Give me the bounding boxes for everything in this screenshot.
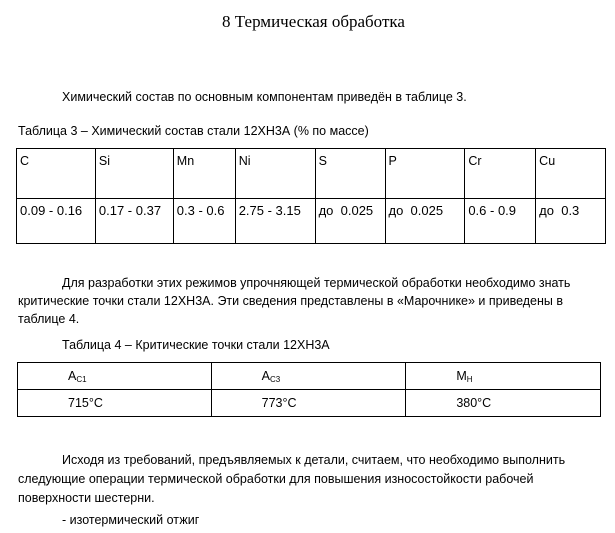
table4-caption: Таблица 4 – Критические точки стали 12ХН3А [62, 338, 330, 352]
table3-value-cell: до 0.025 [315, 199, 385, 244]
table4-value-cell: 715°C [18, 390, 212, 417]
table4-header-row [18, 363, 601, 390]
table3-value-cell: 0.3 - 0.6 [173, 199, 235, 244]
table4-header-cell: $A_{C3}$ [211, 363, 406, 390]
table4-value-cell: 380°C [406, 390, 601, 417]
table4-value-cell: 773°C [211, 390, 406, 417]
table3-header-cell: Ni [235, 149, 315, 199]
table3-header-cell: Mn [173, 149, 235, 199]
table4-value-row [18, 390, 601, 417]
table3-value-cell: до 0.3 [536, 199, 606, 244]
table4-header-cell: $A_{C1}$ [18, 363, 212, 390]
table3-value-cell: 0.6 - 0.9 [465, 199, 536, 244]
table3-header-cell: S [315, 149, 385, 199]
chemical-composition-table [16, 148, 606, 244]
table4-header-cell: $M_H$ [406, 363, 601, 390]
table3-value-cell: 0.17 - 0.37 [95, 199, 173, 244]
table3-header-row [17, 149, 606, 199]
table3-value-cell: 0.09 - 0.16 [17, 199, 96, 244]
table3-header-cell: P [385, 149, 465, 199]
body-paragraph-operations: Исходя из требований, предъявляемых к детали, считаем, что необходимо выполнить следующие операции термической обработки для повышения износостойкости рабочей поверхности шестерни. [18, 453, 566, 505]
table3-header-cell: C [17, 149, 96, 199]
body-paragraph-critical-points: Для разработки этих режимов упрочняющей термической обработки необходимо знать критические точки стали 12ХН3А. Эти сведения представлены в «Марочнике» и приведены в таблице 4. [18, 276, 571, 326]
table3-header-cell: Cu [536, 149, 606, 199]
intro-paragraph: Химический состав по основным компонентам приведён в таблице 3. [62, 90, 467, 104]
table3-header-cell: Cr [465, 149, 536, 199]
critical-points-table [17, 362, 601, 417]
table3-value-row [17, 199, 606, 244]
table3-caption: Таблица 3 – Химический состав стали 12ХН3А (% по массе) [18, 124, 369, 138]
list-item: - изотермический отжиг [62, 513, 200, 527]
table3-header-cell: Si [95, 149, 173, 199]
section-heading: 8 Термическая обработка [222, 12, 405, 31]
table3-value-cell: до 0.025 [385, 199, 465, 244]
table3-value-cell: 2.75 - 3.15 [235, 199, 315, 244]
